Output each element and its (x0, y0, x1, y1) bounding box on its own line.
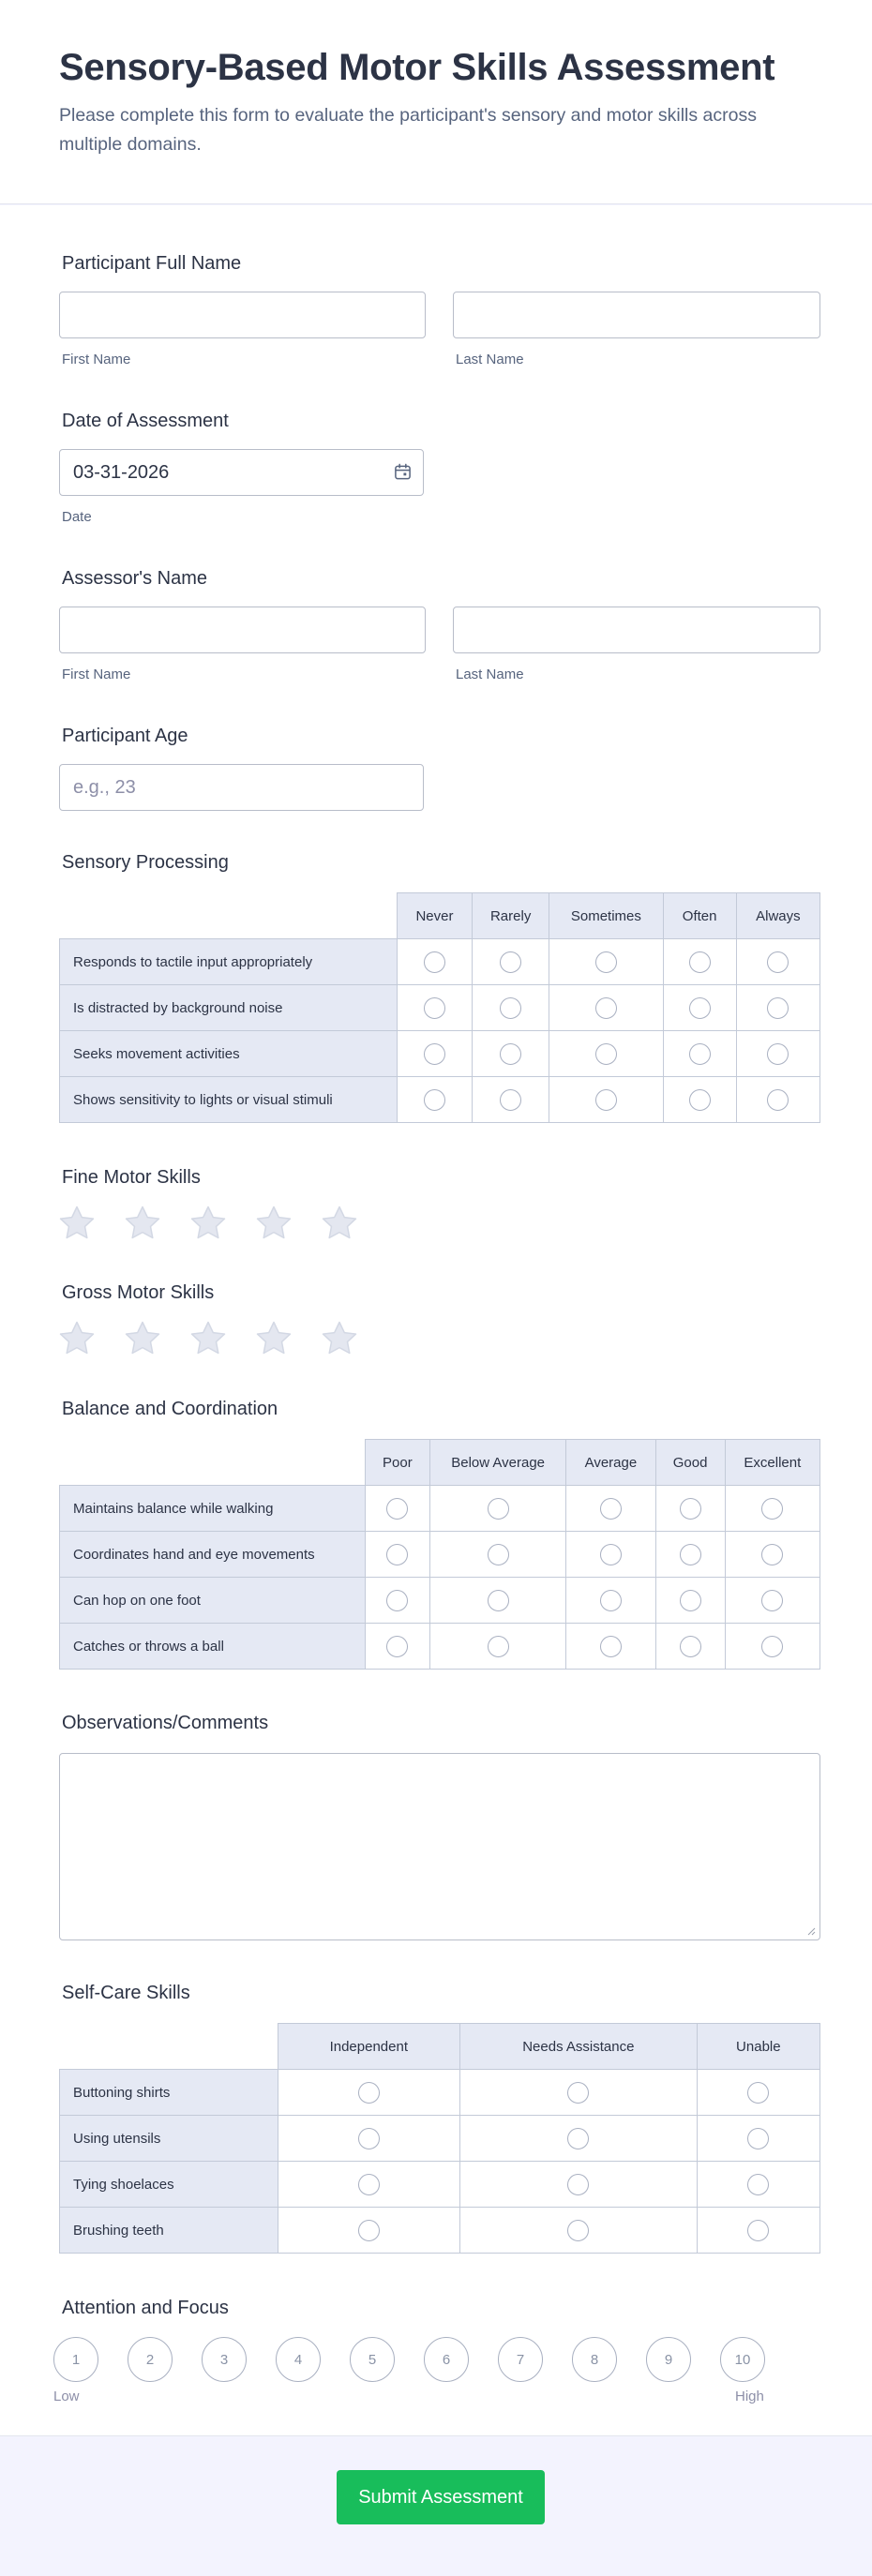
self-care-matrix (59, 2023, 820, 2254)
row-label: Responds to tactile input appropriately (60, 939, 398, 985)
matrix-cell (278, 2162, 459, 2208)
scale-option-5[interactable]: 5 (350, 2337, 395, 2382)
matrix-cell (663, 939, 736, 985)
column-header-good: Good (655, 1440, 725, 1486)
matrix-cell (473, 939, 549, 985)
assessment-date-label: Date of Assessment (62, 411, 229, 431)
row-label: Maintains balance while walking (60, 1486, 366, 1532)
scale-option-1[interactable]: 1 (53, 2337, 98, 2382)
radio-below-average[interactable] (488, 1544, 509, 1565)
form-header (0, 0, 872, 204)
radio-average[interactable] (600, 1636, 622, 1657)
assessor-name-label: Assessor's Name (62, 568, 207, 589)
matrix-cell (697, 2208, 819, 2254)
submit-button[interactable]: Submit Assessment (337, 2470, 545, 2524)
row-label: Using utensils (60, 2116, 278, 2162)
matrix-cell (429, 1624, 565, 1670)
matrix-cell (460, 2162, 698, 2208)
matrix-corner (60, 1440, 366, 1486)
radio-needs-assistance[interactable] (567, 2082, 589, 2104)
radio-good[interactable] (680, 1498, 701, 1520)
matrix-cell (725, 1624, 819, 1670)
matrix-cell (566, 1486, 655, 1532)
matrix-cell (278, 2070, 459, 2116)
star-icon[interactable] (58, 1205, 96, 1242)
assessor-last-name-input[interactable] (453, 607, 820, 653)
star-icon[interactable] (321, 1320, 358, 1357)
matrix-cell (473, 1031, 549, 1077)
calendar-icon[interactable] (394, 463, 412, 481)
radio-sometimes[interactable] (595, 1089, 617, 1111)
balance-label: Balance and Coordination (62, 1399, 278, 1419)
matrix-cell (663, 1077, 736, 1123)
self-care-label: Self-Care Skills (62, 1983, 190, 2003)
gross-motor-label: Gross Motor Skills (62, 1282, 215, 1303)
radio-poor[interactable] (386, 1544, 408, 1565)
matrix-cell (397, 939, 472, 985)
matrix-cell (566, 1532, 655, 1578)
radio-often[interactable] (689, 951, 711, 973)
matrix-row (60, 1077, 820, 1123)
matrix-cell (697, 2162, 819, 2208)
scale-option-10[interactable]: 10 (720, 2337, 765, 2382)
radio-average[interactable] (600, 1590, 622, 1611)
matrix-cell (473, 1077, 549, 1123)
radio-poor[interactable] (386, 1590, 408, 1611)
radio-always[interactable] (767, 951, 789, 973)
matrix-row (60, 1031, 820, 1077)
radio-always[interactable] (767, 997, 789, 1019)
row-label: Shows sensitivity to lights or visual stimuli (60, 1077, 398, 1123)
row-label: Can hop on one foot (60, 1578, 366, 1624)
matrix-cell (460, 2070, 698, 2116)
form-title: Sensory-Based Motor Skills Assessment (59, 47, 775, 88)
row-label: Brushing teeth (60, 2208, 278, 2254)
radio-unable[interactable] (747, 2128, 769, 2149)
matrix-cell (736, 985, 819, 1031)
column-header-needs-assistance: Needs Assistance (460, 2024, 698, 2070)
radio-below-average[interactable] (488, 1498, 509, 1520)
radio-unable[interactable] (747, 2220, 769, 2241)
column-header-often: Often (663, 893, 736, 939)
participant-age-input[interactable]: e.g., 23 (59, 764, 424, 811)
matrix-corner (60, 2024, 278, 2070)
radio-independent[interactable] (358, 2220, 380, 2241)
star-icon[interactable] (124, 1205, 161, 1242)
matrix-row (60, 2116, 820, 2162)
radio-excellent[interactable] (761, 1636, 783, 1657)
matrix-cell (566, 1624, 655, 1670)
participant-age-label: Participant Age (62, 726, 188, 746)
balance-matrix (59, 1439, 820, 1670)
matrix-cell (473, 985, 549, 1031)
matrix-cell (736, 939, 819, 985)
radio-needs-assistance[interactable] (567, 2128, 589, 2149)
scale-option-3[interactable]: 3 (202, 2337, 247, 2382)
fine-motor-rating (58, 1205, 358, 1242)
radio-independent[interactable] (358, 2128, 380, 2149)
radio-poor[interactable] (386, 1636, 408, 1657)
radio-always[interactable] (767, 1089, 789, 1111)
radio-needs-assistance[interactable] (567, 2174, 589, 2195)
matrix-cell (736, 1077, 819, 1123)
matrix-cell (697, 2116, 819, 2162)
star-icon[interactable] (58, 1320, 96, 1357)
radio-below-average[interactable] (488, 1590, 509, 1611)
matrix-cell (566, 1578, 655, 1624)
radio-often[interactable] (689, 997, 711, 1019)
matrix-row (60, 1486, 820, 1532)
column-header-below-average: Below Average (429, 1440, 565, 1486)
matrix-cell (460, 2116, 698, 2162)
radio-excellent[interactable] (761, 1590, 783, 1611)
column-header-always: Always (736, 893, 819, 939)
form-description: Please complete this form to evaluate the participant's sensory and motor skills across multiple domains. (59, 105, 757, 155)
radio-average[interactable] (600, 1498, 622, 1520)
observations-textarea[interactable] (59, 1753, 820, 1940)
assessor-first-name-input[interactable] (59, 607, 426, 653)
matrix-row (60, 939, 820, 985)
participant-first-name-sublabel: First Name (62, 352, 131, 367)
matrix-cell (549, 939, 663, 985)
column-header-poor: Poor (365, 1440, 429, 1486)
radio-independent[interactable] (358, 2082, 380, 2104)
matrix-corner (60, 893, 398, 939)
radio-never[interactable] (424, 1043, 445, 1065)
row-label: Tying shoelaces (60, 2162, 278, 2208)
matrix-row (60, 1624, 820, 1670)
column-header-rarely: Rarely (473, 893, 549, 939)
matrix-cell (655, 1532, 725, 1578)
assessment-date-value: 03-31-2026 (73, 462, 170, 483)
scale-option-6[interactable]: 6 (424, 2337, 469, 2382)
row-label: Is distracted by background noise (60, 985, 398, 1031)
matrix-cell (365, 1532, 429, 1578)
radio-needs-assistance[interactable] (567, 2220, 589, 2241)
assessment-date-sublabel: Date (62, 509, 92, 525)
matrix-cell (278, 2208, 459, 2254)
radio-excellent[interactable] (761, 1498, 783, 1520)
matrix-cell (549, 985, 663, 1031)
scale-high-label: High (735, 2389, 764, 2404)
observations-label: Observations/Comments (62, 1713, 269, 1733)
radio-rarely[interactable] (500, 997, 521, 1019)
participant-first-name-input[interactable] (59, 292, 426, 338)
radio-rarely[interactable] (500, 1043, 521, 1065)
row-label: Catches or throws a ball (60, 1624, 366, 1670)
radio-excellent[interactable] (761, 1544, 783, 1565)
participant-name-label: Participant Full Name (62, 253, 242, 274)
radio-average[interactable] (600, 1544, 622, 1565)
column-header-independent: Independent (278, 2024, 459, 2070)
row-label: Coordinates hand and eye movements (60, 1532, 366, 1578)
assessment-date-input[interactable] (59, 449, 424, 496)
sensory-processing-label: Sensory Processing (62, 852, 229, 873)
star-icon[interactable] (255, 1320, 293, 1357)
matrix-row (60, 2070, 820, 2116)
column-header-excellent: Excellent (725, 1440, 819, 1486)
form-footer (0, 2435, 872, 2576)
matrix-cell (655, 1624, 725, 1670)
star-icon[interactable] (189, 1205, 227, 1242)
scale-low-label: Low (53, 2389, 80, 2404)
matrix-cell (429, 1578, 565, 1624)
radio-often[interactable] (689, 1089, 711, 1111)
star-icon[interactable] (124, 1320, 161, 1357)
matrix-cell (397, 1077, 472, 1123)
attention-scale (53, 2337, 765, 2382)
form-body (0, 205, 872, 2436)
matrix-cell (429, 1486, 565, 1532)
scale-option-2[interactable]: 2 (128, 2337, 173, 2382)
assessor-first-name-sublabel: First Name (62, 666, 131, 682)
row-label: Seeks movement activities (60, 1031, 398, 1077)
matrix-row (60, 2162, 820, 2208)
radio-unable[interactable] (747, 2082, 769, 2104)
radio-good[interactable] (680, 1636, 701, 1657)
matrix-cell (655, 1578, 725, 1624)
radio-often[interactable] (689, 1043, 711, 1065)
matrix-cell (365, 1486, 429, 1532)
matrix-cell (736, 1031, 819, 1077)
scale-option-8[interactable]: 8 (572, 2337, 617, 2382)
scale-option-7[interactable]: 7 (498, 2337, 543, 2382)
radio-good[interactable] (680, 1590, 701, 1611)
radio-always[interactable] (767, 1043, 789, 1065)
matrix-cell (549, 1031, 663, 1077)
star-icon[interactable] (189, 1320, 227, 1357)
radio-independent[interactable] (358, 2174, 380, 2195)
star-icon[interactable] (255, 1205, 293, 1242)
participant-last-name-input[interactable] (453, 292, 820, 338)
matrix-cell (663, 985, 736, 1031)
attention-label: Attention and Focus (62, 2298, 229, 2318)
matrix-cell (663, 1031, 736, 1077)
radio-never[interactable] (424, 1089, 445, 1111)
matrix-cell (549, 1077, 663, 1123)
assessor-last-name-sublabel: Last Name (456, 666, 524, 682)
radio-never[interactable] (424, 951, 445, 973)
radio-below-average[interactable] (488, 1636, 509, 1657)
column-header-sometimes: Sometimes (549, 893, 663, 939)
star-icon[interactable] (321, 1205, 358, 1242)
matrix-row (60, 2208, 820, 2254)
radio-rarely[interactable] (500, 1089, 521, 1111)
gross-motor-rating (58, 1320, 358, 1357)
radio-sometimes[interactable] (595, 1043, 617, 1065)
matrix-row (60, 1578, 820, 1624)
matrix-row (60, 985, 820, 1031)
matrix-cell (655, 1486, 725, 1532)
participant-last-name-sublabel: Last Name (456, 352, 524, 367)
matrix-cell (429, 1532, 565, 1578)
radio-rarely[interactable] (500, 951, 521, 973)
matrix-row (60, 1532, 820, 1578)
radio-good[interactable] (680, 1544, 701, 1565)
matrix-cell (397, 985, 472, 1031)
radio-sometimes[interactable] (595, 951, 617, 973)
radio-sometimes[interactable] (595, 997, 617, 1019)
matrix-cell (697, 2070, 819, 2116)
scale-option-9[interactable]: 9 (646, 2337, 691, 2382)
matrix-cell (725, 1578, 819, 1624)
radio-never[interactable] (424, 997, 445, 1019)
resize-handle-icon[interactable] (806, 1926, 816, 1936)
scale-option-4[interactable]: 4 (276, 2337, 321, 2382)
matrix-cell (460, 2208, 698, 2254)
row-label: Buttoning shirts (60, 2070, 278, 2116)
column-header-average: Average (566, 1440, 655, 1486)
column-header-never: Never (397, 893, 472, 939)
fine-motor-label: Fine Motor Skills (62, 1167, 201, 1188)
matrix-cell (397, 1031, 472, 1077)
matrix-cell (725, 1532, 819, 1578)
sensory-processing-matrix (59, 892, 820, 1123)
matrix-cell (365, 1578, 429, 1624)
radio-unable[interactable] (747, 2174, 769, 2195)
radio-poor[interactable] (386, 1498, 408, 1520)
matrix-cell (278, 2116, 459, 2162)
column-header-unable: Unable (697, 2024, 819, 2070)
matrix-cell (725, 1486, 819, 1532)
matrix-cell (365, 1624, 429, 1670)
